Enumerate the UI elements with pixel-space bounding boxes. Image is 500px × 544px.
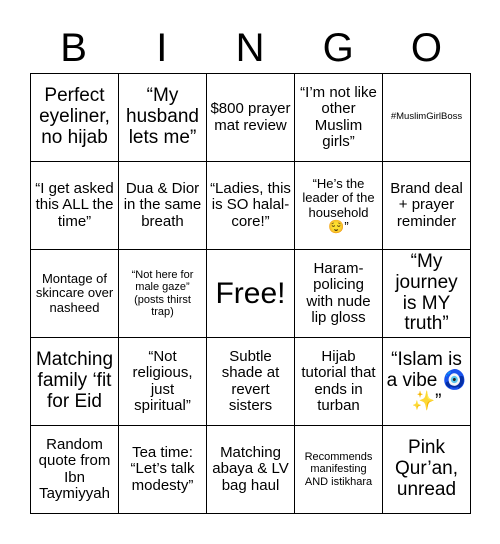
header-letter-i: I — [156, 26, 169, 70]
bingo-cell[interactable]: $800 prayer mat review — [207, 74, 295, 162]
bingo-cell[interactable]: Brand deal + prayer reminder — [383, 162, 471, 250]
bingo-cell[interactable]: Dua & Dior in the same breath — [119, 162, 207, 250]
bingo-cell[interactable]: Matching family ‘fit for Eid — [31, 338, 119, 426]
header-letter-n: N — [235, 26, 266, 70]
bingo-cell[interactable]: “My husband lets me” — [119, 74, 207, 162]
bingo-cell[interactable]: Perfect eyeliner, no hijab — [31, 74, 119, 162]
bingo-cell[interactable]: “Not religious, just spiritual” — [119, 338, 207, 426]
bingo-cell[interactable]: “Ladies, this is SO halal-core!” — [207, 162, 295, 250]
header-letter-b: B — [60, 26, 88, 70]
bingo-cell[interactable]: Matching abaya & LV bag haul — [207, 426, 295, 514]
bingo-cell[interactable]: Subtle shade at revert sisters — [207, 338, 295, 426]
bingo-cell[interactable]: “I’m not like other Muslim girls” — [295, 74, 383, 162]
bingo-cell[interactable]: Hijab tutorial that ends in turban — [295, 338, 383, 426]
bingo-cell[interactable]: Tea time: “Let’s talk modesty” — [119, 426, 207, 514]
header-letter-o: O — [410, 26, 443, 70]
bingo-cell[interactable]: #MuslimGirlBoss — [383, 74, 471, 162]
bingo-cell[interactable]: “I get asked this ALL the time” — [31, 162, 119, 250]
bingo-cell[interactable]: “He’s the leader of the household 😌” — [295, 162, 383, 250]
bingo-header — [30, 22, 471, 74]
bingo-cell[interactable]: “Islam is a vibe 🧿✨” — [383, 338, 471, 426]
bingo-cell[interactable]: Random quote from Ibn Taymiyyah — [31, 426, 119, 514]
bingo-cell[interactable]: Recommends manifesting AND istikhara — [295, 426, 383, 514]
bingo-cell[interactable]: Pink Qur’an, unread — [383, 426, 471, 514]
free-space-cell[interactable]: Free! — [207, 250, 295, 338]
header-letter-g: G — [322, 26, 355, 70]
bingo-cell[interactable]: “My journey is MY truth” — [383, 250, 471, 338]
bingo-cell[interactable]: Montage of skincare over nasheed — [31, 250, 119, 338]
bingo-cell[interactable]: Haram-policing with nude lip gloss — [295, 250, 383, 338]
bingo-cell[interactable]: “Not here for male gaze” (posts thirst trap) — [119, 250, 207, 338]
bingo-grid — [30, 73, 471, 514]
